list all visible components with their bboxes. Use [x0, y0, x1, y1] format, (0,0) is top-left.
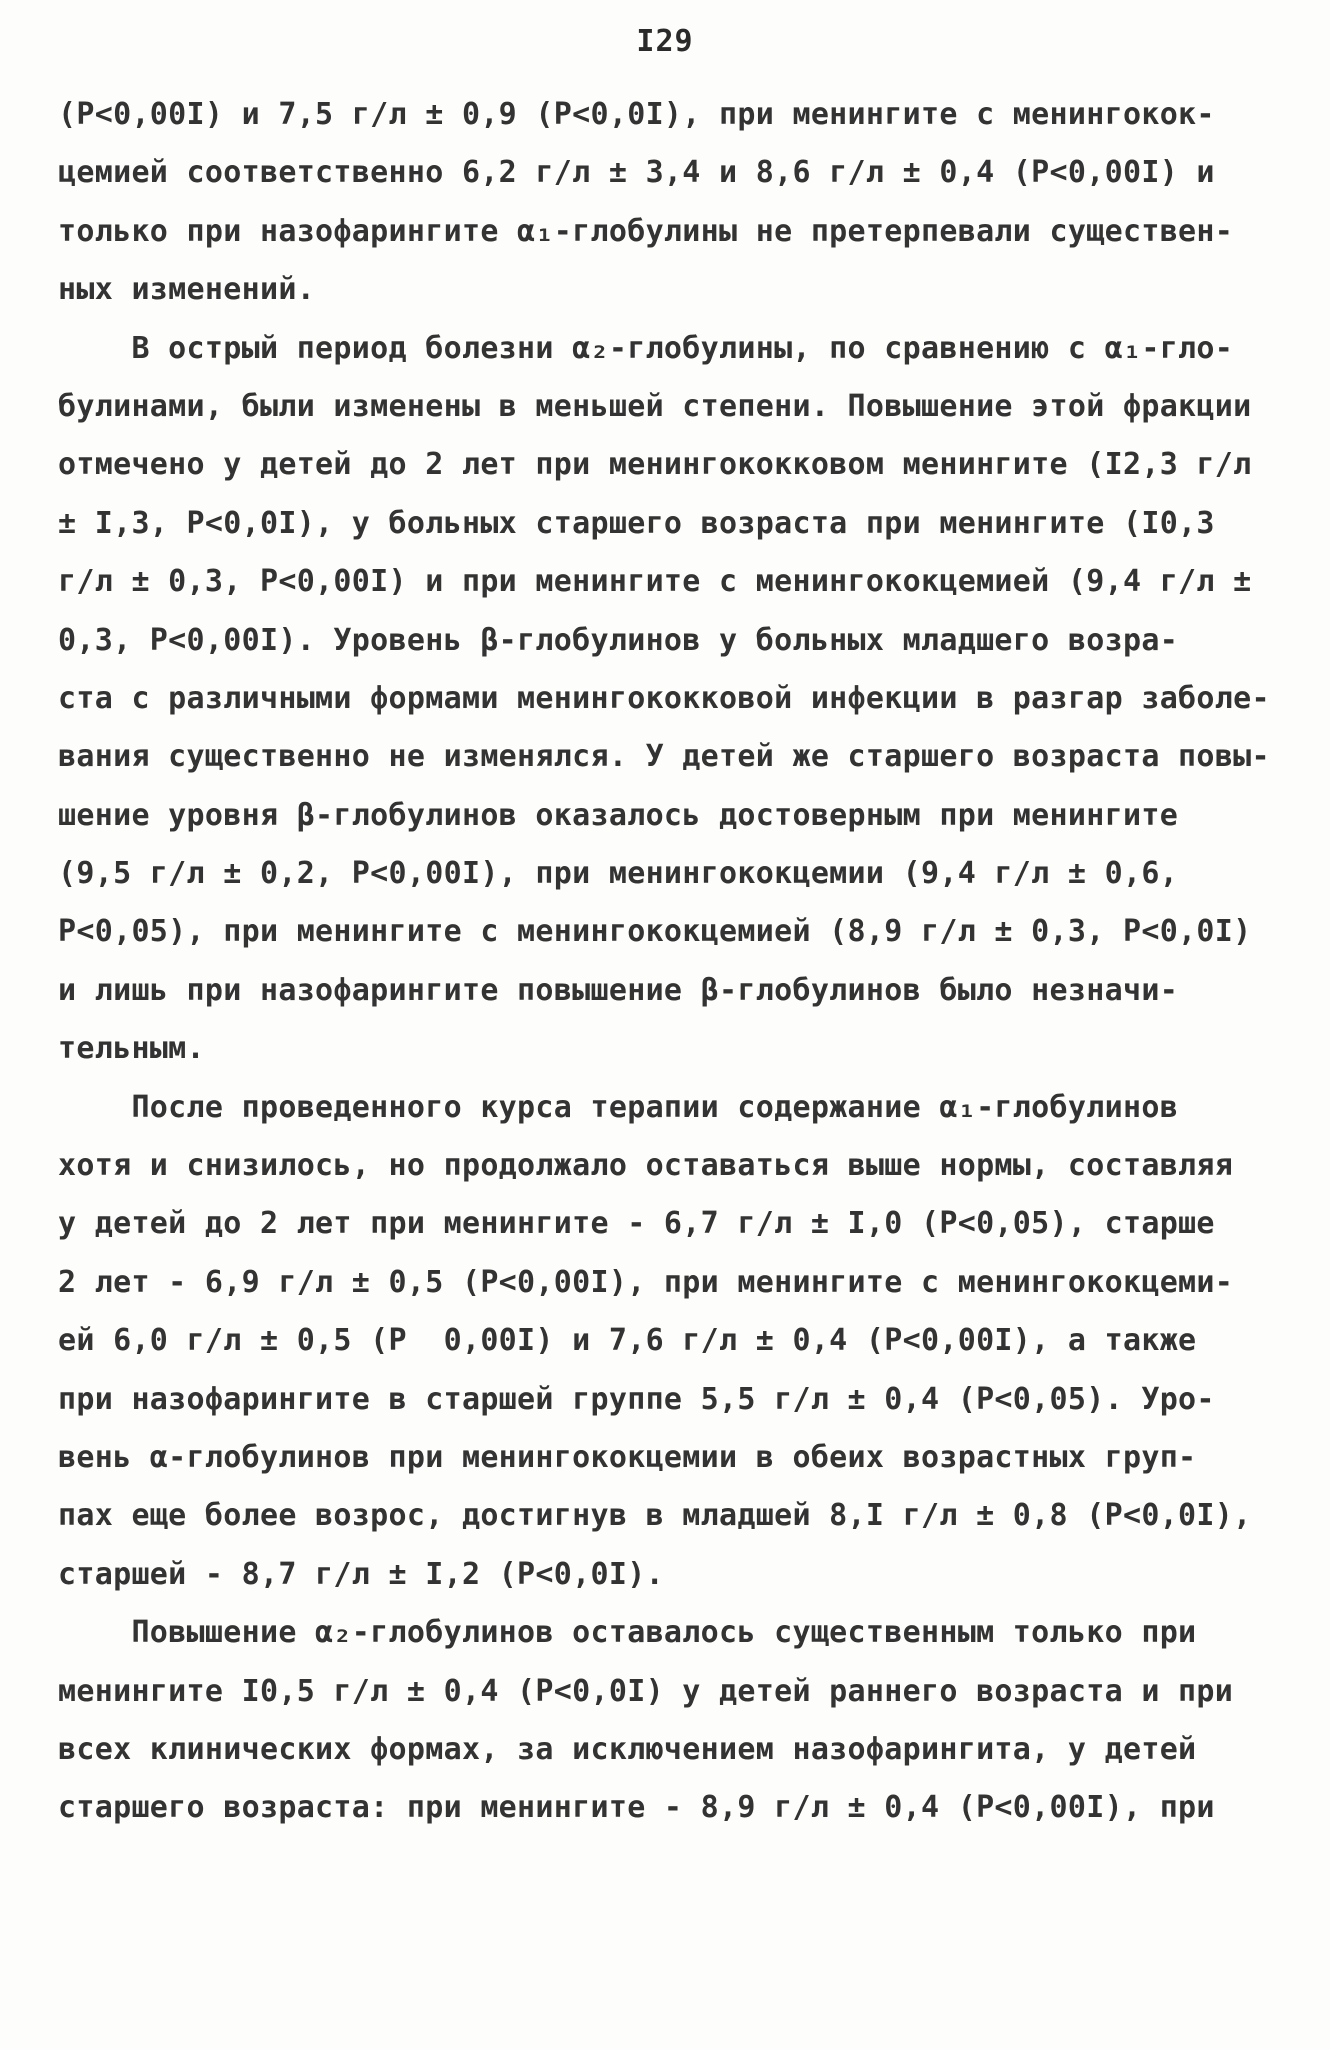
text-line: 0,3, P<0,00I). Уровень β-глобулинов у больных младшего возра-	[58, 622, 1179, 658]
text-line: при назофарингите в старшей группе 5,5 г/л ± 0,4 (P<0,05). Уро-	[58, 1381, 1215, 1417]
text-line: ных изменений.	[58, 272, 316, 308]
text-line: старшего возраста: при менингите - 8,9 г/л ± 0,4 (P<0,00I), при	[58, 1790, 1215, 1826]
text-line: вания существенно не изменялся. У детей же старшего возраста повы-	[58, 739, 1270, 775]
text-line: ей 6,0 г/л ± 0,5 (P 0,00I) и 7,6 г/л ± 0,4 (P<0,00I), а также	[58, 1323, 1197, 1359]
text-line: булинами, были изменены в меньшей степени. Повышение этой фракции	[58, 388, 1252, 424]
text-line: всех клинических формах, за исключением назофарингита, у детей	[58, 1731, 1197, 1767]
text-line: После проведенного курса терапии содержание α₁-глобулинов	[58, 1089, 1179, 1125]
text-line: В острый период болезни α₂-глобулины, по сравнению с α₁-гло-	[58, 330, 1234, 366]
text-line: у детей до 2 лет при менингите - 6,7 г/л ± I,0 (P<0,05), старше	[58, 1206, 1215, 1242]
text-line: пах еще более возрос, достигнув в младшей 8,I г/л ± 0,8 (P<0,0I),	[58, 1498, 1252, 1534]
text-line: хотя и снизилось, но продолжало оставаться выше нормы, составляя	[58, 1148, 1234, 1184]
text-line: шение уровня β-глобулинов оказалось достоверным при менингите	[58, 797, 1179, 833]
text-line: тельным.	[58, 1031, 205, 1067]
text-line: цемией соответственно 6,2 г/л ± 3,4 и 8,6 г/л ± 0,4 (P<0,00I) и	[58, 155, 1215, 191]
text-line: 2 лет - 6,9 г/л ± 0,5 (P<0,00I), при менингите с менингококцеми-	[58, 1264, 1234, 1300]
text-line: менингите I0,5 г/л ± 0,4 (P<0,0I) у детей раннего возраста и при	[58, 1673, 1234, 1709]
text-line: Повышение α₂-глобулинов оставалось существенным только при	[58, 1615, 1197, 1651]
text-line: отмечено у детей до 2 лет при менингококковом менингите (I2,3 г/л	[58, 447, 1252, 483]
text-line: (9,5 г/л ± 0,2, P<0,00I), при менингококцемии (9,4 г/л ± 0,6,	[58, 856, 1179, 892]
text-line: P<0,05), при менингите с менингококцемией (8,9 г/л ± 0,3, P<0,0I)	[58, 914, 1252, 950]
text-line: ± I,3, P<0,0I), у больных старшего возраста при менингите (I0,3	[58, 505, 1215, 541]
text-line: и лишь при назофарингите повышение β-глобулинов было незначи-	[58, 972, 1179, 1008]
text-line: ста с различными формами менингококковой инфекции в разгар заболе-	[58, 680, 1270, 716]
text-line: (P<0,00I) и 7,5 г/л ± 0,9 (P<0,0I), при менингите с менингокок-	[58, 97, 1215, 132]
page-number: I29	[636, 24, 694, 59]
text-line: г/л ± 0,3, P<0,00I) и при менингите с менингококцемией (9,4 г/л ±	[58, 564, 1252, 600]
text-line: вень α-глобулинов при менингококцемии в обеих возрастных груп-	[58, 1439, 1197, 1475]
body-text	[58, 86, 1278, 1838]
text-line: только при назофарингите α₁-глобулины не претерпевали существен-	[58, 213, 1234, 249]
text-line: старшей - 8,7 г/л ± I,2 (P<0,0I).	[58, 1556, 664, 1592]
